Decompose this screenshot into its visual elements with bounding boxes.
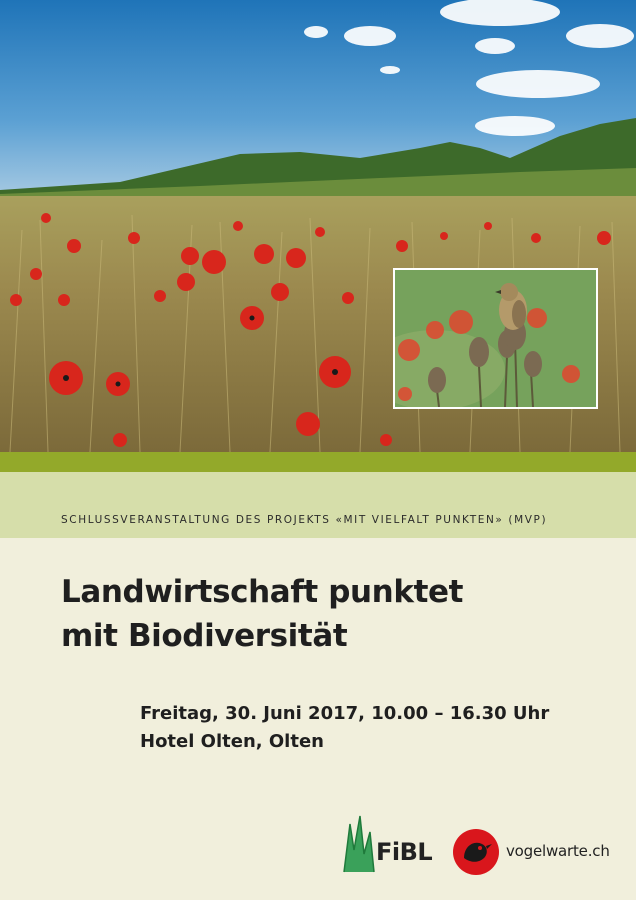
event-kicker: SCHLUSSVERANSTALTUNG DES PROJEKTS «MIT VIELFALT PUNKTEN» (MVP) — [61, 514, 548, 526]
fibl-wordmark: FiBL — [376, 838, 433, 866]
event-location: Hotel Olten, Olten — [140, 731, 324, 752]
title-line-2: mit Biodiversität — [61, 618, 348, 654]
accent-band — [0, 452, 636, 472]
event-date: Freitag, 30. Juni 2017, 10.00 – 16.30 Uhr — [140, 703, 550, 724]
vogelwarte-bird-icon — [452, 828, 500, 876]
vogelwarte-wordmark: vogelwarte.ch — [506, 842, 610, 860]
vogelwarte-logo — [452, 828, 632, 876]
subtitle-band — [0, 472, 636, 538]
fibl-logo — [340, 810, 440, 876]
poster-title — [61, 570, 463, 658]
fibl-mark-icon — [340, 810, 380, 876]
title-line-1: Landwirtschaft punktet — [61, 574, 464, 610]
bird-on-teasel-illustration — [395, 270, 596, 407]
bird-inset-photo — [393, 268, 598, 409]
event-details — [140, 700, 549, 756]
